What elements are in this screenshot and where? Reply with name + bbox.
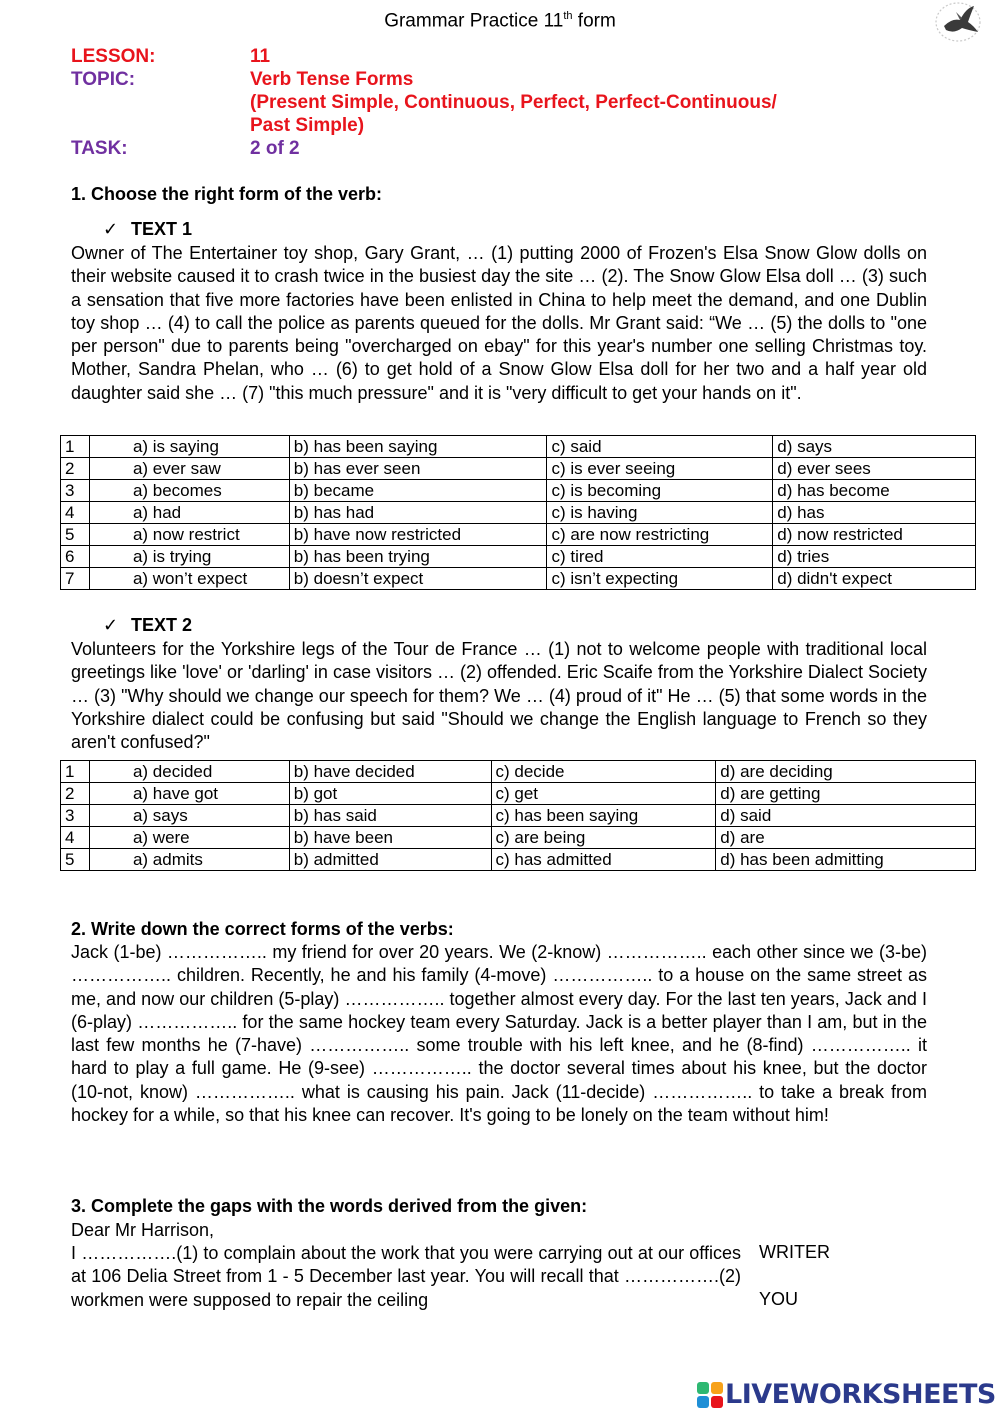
section-1-heading: 1. Choose the right form of the verb: bbox=[71, 184, 383, 204]
option-b: b) have decided bbox=[289, 761, 491, 783]
section-2-heading: 2. Write down the correct forms of the verbs: bbox=[71, 919, 454, 939]
option-number: 5 bbox=[61, 849, 90, 871]
option-d: d) didn't expect bbox=[773, 568, 976, 590]
option-d: d) says bbox=[773, 436, 976, 458]
option-b: b) got bbox=[289, 783, 491, 805]
option-c: c) is ever seeing bbox=[547, 458, 773, 480]
text-1-options-table bbox=[60, 435, 976, 590]
option-row bbox=[61, 568, 976, 590]
text-2-paragraph: Volunteers for the Yorkshire legs of the Tour de France … (1) not to welcome people with traditional local greetings like 'love' or 'darling' in case visitors … (2) offended. Eric Scaife from the Yorkshire Dialect Society … (3) "Why should we change our speech for them? We … (4) proud of it" He … (5) that some words in the Yorkshire dialect could be confusing but said "Should we change the English language to French so they aren't confused?" bbox=[71, 639, 927, 753]
option-number: 2 bbox=[61, 783, 90, 805]
option-row bbox=[61, 783, 976, 805]
option-a: a) had bbox=[89, 502, 289, 524]
option-number: 7 bbox=[61, 568, 90, 590]
option-a: a) is trying bbox=[89, 546, 289, 568]
page-title: Grammar Practice 11th form bbox=[384, 10, 616, 32]
option-c: c) tired bbox=[547, 546, 773, 568]
option-row bbox=[61, 849, 976, 871]
option-b: b) have been bbox=[289, 827, 491, 849]
option-c: c) are now restricting bbox=[547, 524, 773, 546]
topic-line-2: (Present Simple, Continuous, Perfect, Perfect-Continuous/ bbox=[250, 92, 777, 113]
option-a: a) becomes bbox=[89, 480, 289, 502]
option-number: 2 bbox=[61, 458, 90, 480]
option-a: a) is saying bbox=[89, 436, 289, 458]
option-d: d) has bbox=[773, 502, 976, 524]
liveworksheets-logo bbox=[697, 1379, 996, 1410]
option-row bbox=[61, 827, 976, 849]
option-b: b) has said bbox=[289, 805, 491, 827]
option-c: c) said bbox=[547, 436, 773, 458]
option-c: c) has been saying bbox=[491, 805, 716, 827]
option-b: b) doesn’t expect bbox=[289, 568, 547, 590]
option-a: a) admits bbox=[89, 849, 289, 871]
section-3-heading: 3. Complete the gaps with the words derived from the given: bbox=[71, 1196, 588, 1216]
lesson-value: 11 bbox=[250, 46, 271, 67]
option-d: d) tries bbox=[773, 546, 976, 568]
text-2-options-table bbox=[60, 760, 976, 871]
option-b: b) became bbox=[289, 480, 547, 502]
option-a: a) ever saw bbox=[89, 458, 289, 480]
option-a: a) were bbox=[89, 827, 289, 849]
option-number: 1 bbox=[61, 436, 90, 458]
option-number: 3 bbox=[61, 805, 90, 827]
lesson-info bbox=[71, 45, 777, 160]
option-c: c) decide bbox=[491, 761, 716, 783]
topic-line-3: Past Simple) bbox=[250, 115, 365, 136]
option-row bbox=[61, 546, 976, 568]
topic-label: TOPIC: bbox=[71, 69, 136, 90]
option-number: 4 bbox=[61, 502, 90, 524]
option-c: c) get bbox=[491, 783, 716, 805]
option-d: d) are bbox=[716, 827, 976, 849]
option-d: d) are getting bbox=[716, 783, 976, 805]
bird-logo-icon bbox=[930, 0, 986, 44]
option-row bbox=[61, 524, 976, 546]
liveworksheets-logo-text: LIVEWORKSHEETS bbox=[725, 1379, 996, 1410]
option-number: 6 bbox=[61, 546, 90, 568]
text-1-paragraph: Owner of The Entertainer toy shop, Gary Grant, … (1) putting 2000 of Frozen's Elsa Snow Glow dolls on their website caused it to crash twice in the busiest day the site … (2). The Snow Glow Elsa doll … (3) such a sensation that five more factories have been enlisted in China to help meet the demand, and one Dublin toy shop … (4) to call the police as parents queued for the dolls. Mr Grant said: “We … (5) the dolls to "one per person" due to parents being "overcharged on ebay" for this year's number one selling Christmas toy. Mother, Sandra Phelan, who … (6) to get hold of a Snow Glow Elsa doll for her two and a half year old daughter said she … (7) "this much pressure" and it is "very difficult to get your hands on it". bbox=[71, 243, 927, 403]
option-a: a) decided bbox=[89, 761, 289, 783]
option-number: 1 bbox=[61, 761, 90, 783]
option-a: a) now restrict bbox=[89, 524, 289, 546]
option-row bbox=[61, 458, 976, 480]
option-c: c) is becoming bbox=[547, 480, 773, 502]
option-b: b) has been saying bbox=[289, 436, 547, 458]
task-value: 2 of 2 bbox=[250, 138, 300, 159]
text-1-label: ✓ TEXT 1 bbox=[103, 219, 193, 239]
option-number: 3 bbox=[61, 480, 90, 502]
option-b: b) admitted bbox=[289, 849, 491, 871]
option-row bbox=[61, 805, 976, 827]
option-d: d) has been admitting bbox=[716, 849, 976, 871]
lesson-label: LESSON: bbox=[71, 46, 156, 67]
topic-line-1: Verb Tense Forms bbox=[250, 69, 414, 90]
option-c: c) is having bbox=[547, 502, 773, 524]
option-number: 5 bbox=[61, 524, 90, 546]
option-d: d) now restricted bbox=[773, 524, 976, 546]
option-row bbox=[61, 480, 976, 502]
option-row bbox=[61, 761, 976, 783]
option-a: a) says bbox=[89, 805, 289, 827]
section-3-paragraph: I …………….(1) to complain about the work that you were carrying out at our offices at 106 Delia Street from 1 - 5 December last year. You will recall that …………….(2) workmen were supposed to repair the ceiling bbox=[71, 1243, 741, 1310]
option-b: b) have now restricted bbox=[289, 524, 547, 546]
option-number: 4 bbox=[61, 827, 90, 849]
checkmark-icon: ✓ bbox=[103, 615, 119, 635]
word-prompt-1: WRITER bbox=[759, 1242, 830, 1262]
option-a: a) have got bbox=[89, 783, 289, 805]
option-d: d) are deciding bbox=[716, 761, 976, 783]
option-c: c) isn’t expecting bbox=[547, 568, 773, 590]
option-d: d) has become bbox=[773, 480, 976, 502]
option-c: c) are being bbox=[491, 827, 716, 849]
option-c: c) has admitted bbox=[491, 849, 716, 871]
liveworksheets-icon bbox=[697, 1382, 723, 1408]
option-b: b) has been trying bbox=[289, 546, 547, 568]
section-2-paragraph: Jack (1-be) …………….. my friend for over 20 years. We (2-know) …………….. each other since we (3-be) …………….. children. Recently, he and his family (4-move) …………….. to a house on the same street as me, and now our children (5-play) …………….. together almost every day. For the last ten years, Jack and I (6-play) …………….. for the same hockey team every Saturday. Jack is a better player than I am, but in the last few months he (7-have) …………….. some trouble with his left knee, and he (8-find) …………….. it hard to play a full game. He (9-see) …………….. the doctor several times about his knee, but the doctor (10-not, know) …………….. what is causing his pain. Jack (11-decide) …………….. to take a break from hockey for a while, so that his knee can recover. It's going to be lonely on the team without him! bbox=[71, 942, 927, 1126]
option-d: d) said bbox=[716, 805, 976, 827]
option-row bbox=[61, 436, 976, 458]
option-b: b) has had bbox=[289, 502, 547, 524]
option-row bbox=[61, 502, 976, 524]
option-a: a) won’t expect bbox=[89, 568, 289, 590]
text-2-label: ✓ TEXT 2 bbox=[103, 615, 193, 635]
option-d: d) ever sees bbox=[773, 458, 976, 480]
word-prompt-2: YOU bbox=[759, 1289, 799, 1309]
option-b: b) has ever seen bbox=[289, 458, 547, 480]
letter-salutation: Dear Mr Harrison, bbox=[71, 1220, 215, 1240]
checkmark-icon: ✓ bbox=[103, 219, 119, 239]
task-label: TASK: bbox=[71, 138, 128, 159]
